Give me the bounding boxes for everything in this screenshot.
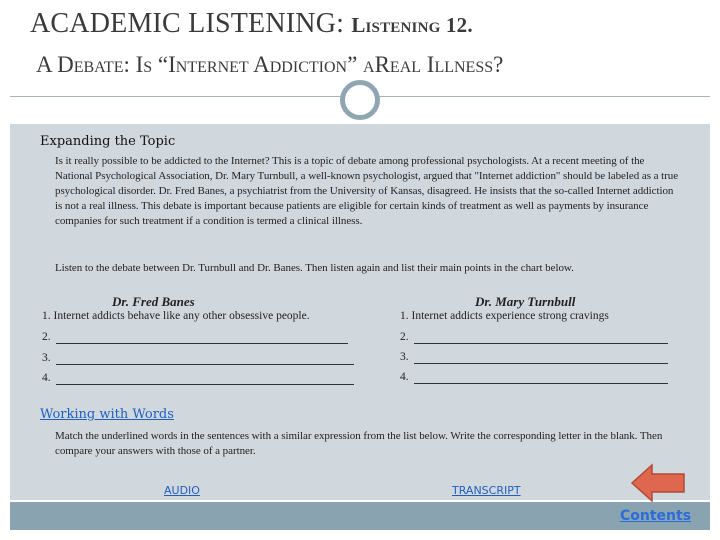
turnbull-point-4-label: 4.	[400, 371, 409, 383]
banes-column-heading: Dr. Fred Banes	[112, 294, 195, 309]
contents-link[interactable]: Contents	[620, 508, 692, 524]
turnbull-point-3-blank[interactable]	[414, 363, 668, 364]
footer-bar	[10, 502, 710, 530]
banes-point-2-blank[interactable]	[56, 343, 348, 344]
banes-point-2-label: 2.	[42, 331, 51, 343]
ring-icon	[340, 80, 380, 120]
expanding-heading: Expanding the Topic	[40, 134, 176, 149]
banes-point-3-label: 3.	[42, 352, 51, 364]
audio-link[interactable]: AUDIO	[164, 484, 200, 497]
banes-point-3-blank[interactable]	[56, 364, 354, 365]
title-main: ACADEMIC LISTENING:	[30, 8, 352, 39]
turnbull-point-4-blank[interactable]	[414, 383, 668, 384]
working-paragraph: Match the underlined words in the sentences with a similar expression from the list below. Write the corresponding letter in the blank. Then compare your answers with those of a partner.	[55, 430, 663, 457]
turnbull-point-3-label: 3.	[400, 351, 409, 363]
banes-point-4-label: 4.	[42, 372, 51, 384]
expanding-paragraph: Is it really possible to be addicted to the Internet? This is a topic of debate among professional psychologists. At a recent meeting of the National Psychological Association, Dr. Mary Turnbull, a well-known psychologist, argued that "Internet addiction" should be labeled as a true psychological disorder. Dr. Fred Banes, a psychiatrist from the University of Kansas, disagreed. He insists that the so-called Internet addiction is not a real illness. This debate is important because patients are eligible for certain kinds of treatment as well as payments by insurance companies for such treatment if a condition is termed a clinical illness.	[55, 155, 679, 227]
working-with-words-link[interactable]: Working with Words	[40, 407, 174, 422]
turnbull-column-heading: Dr. Mary Turnbull	[475, 294, 576, 309]
banes-point-1: 1. Internet addicts behave like any other obsessive people.	[42, 310, 310, 322]
title-listening-number: Listening 12.	[351, 13, 473, 37]
banes-point-4-blank[interactable]	[56, 384, 354, 385]
slide-subtitle: A Debate: Is “Internet Addiction” aReal Illness?	[36, 52, 504, 77]
listening-instruction: Listen to the debate between Dr. Turnbull and Dr. Banes. Then listen again and list their main points in the chart below.	[55, 262, 574, 274]
transcript-link[interactable]: TRANSCRIPT	[452, 484, 521, 497]
slide-title	[30, 8, 473, 40]
left-arrow-icon[interactable]	[630, 463, 686, 503]
turnbull-point-2-label: 2.	[400, 331, 409, 343]
turnbull-point-1: 1. Internet addicts experience strong cravings	[400, 310, 609, 322]
turnbull-point-2-blank[interactable]	[414, 343, 668, 344]
